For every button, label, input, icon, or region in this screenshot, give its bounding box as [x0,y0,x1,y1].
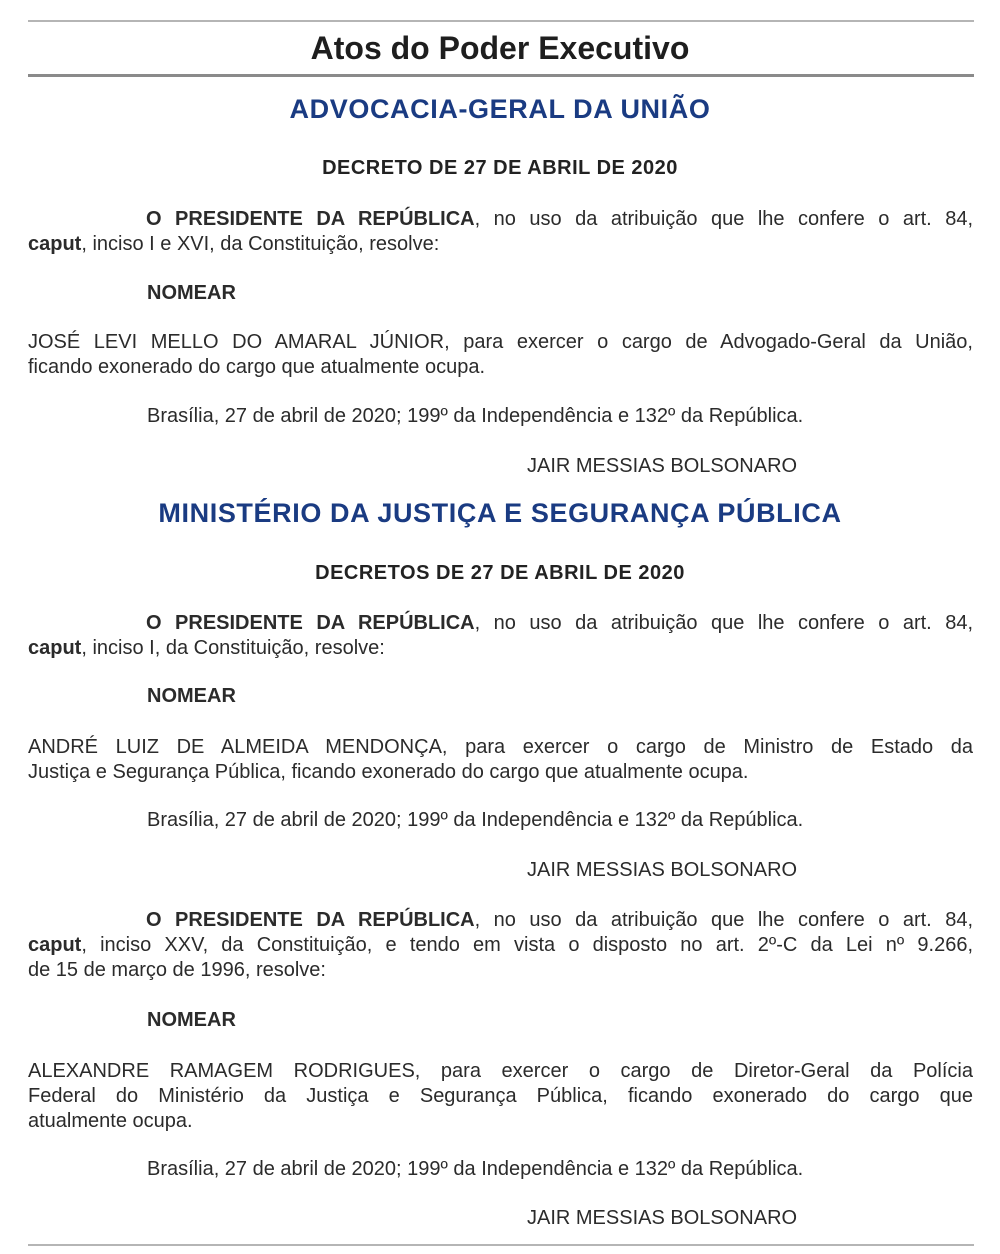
appointment-paragraph [28,1059,973,1134]
date-line: Brasília, 27 de abril de 2020; 199º da Independência e 132º da República. [147,1158,804,1180]
signature: JAIR MESSIAS BOLSONARO [527,859,798,881]
appointment-paragraph [28,330,973,380]
body-line: JOSÉ LEVI MELLO DO AMARAL JÚNIOR, para exercer o cargo de Advogado-Geral da União, [28,331,973,353]
title-underline [28,74,974,77]
preamble-line-2: caput, inciso XXV, da Constituição, e tendo em vista o disposto no art. 2º-C da Lei nº 9.266, [28,934,973,956]
preamble-line-3: de 15 de março de 1996, resolve: [28,959,326,981]
preamble-line-2: caput, inciso I e XVI, da Constituição, resolve: [28,233,440,255]
page-title: Atos do Poder Executivo [310,30,690,66]
preamble-line-2: caput, inciso I, da Constituição, resolve: [28,637,385,659]
body-line: Justiça e Segurança Pública, ficando exonerado do cargo que atualmente ocupa. [28,761,749,783]
preamble-paragraph [28,207,973,257]
preamble-paragraph [28,908,973,983]
body-line: atualmente ocupa. [28,1110,193,1132]
body-line: ALEXANDRE RAMAGEM RODRIGUES, para exercer o cargo de Diretor-Geral da Polícia [28,1060,973,1082]
action-heading: NOMEAR [147,685,236,707]
organ-heading: MINISTÉRIO DA JUSTIÇA E SEGURANÇA PÚBLICA [158,498,842,528]
body-line: Federal do Ministério da Justiça e Segurança Pública, ficando exonerado do cargo que [28,1085,973,1107]
bottom-rule [28,1244,974,1246]
decree-title: DECRETOS DE 27 DE ABRIL DE 2020 [315,562,685,584]
decree-title: DECRETO DE 27 DE ABRIL DE 2020 [322,157,678,179]
signature: JAIR MESSIAS BOLSONARO [527,455,798,477]
preamble-line-1: O PRESIDENTE DA REPÚBLICA, no uso da atribuição que lhe confere o art. 84, [146,909,973,931]
top-rule [28,20,974,22]
body-line: ficando exonerado do cargo que atualmente ocupa. [28,356,486,378]
action-heading: NOMEAR [147,1009,236,1031]
body-line: ANDRÉ LUIZ DE ALMEIDA MENDONÇA, para exercer o cargo de Ministro de Estado da [28,736,973,758]
organ-heading: ADVOCACIA-GERAL DA UNIÃO [289,94,711,124]
date-line: Brasília, 27 de abril de 2020; 199º da Independência e 132º da República. [147,809,804,831]
preamble-line-1: O PRESIDENTE DA REPÚBLICA, no uso da atribuição que lhe confere o art. 84, [146,612,973,634]
preamble-line-1: O PRESIDENTE DA REPÚBLICA, no uso da atribuição que lhe confere o art. 84, [146,208,973,230]
preamble-paragraph [28,611,973,661]
action-heading: NOMEAR [147,282,236,304]
signature: JAIR MESSIAS BOLSONARO [527,1207,798,1229]
date-line: Brasília, 27 de abril de 2020; 199º da Independência e 132º da República. [147,405,804,427]
appointment-paragraph [28,735,973,785]
